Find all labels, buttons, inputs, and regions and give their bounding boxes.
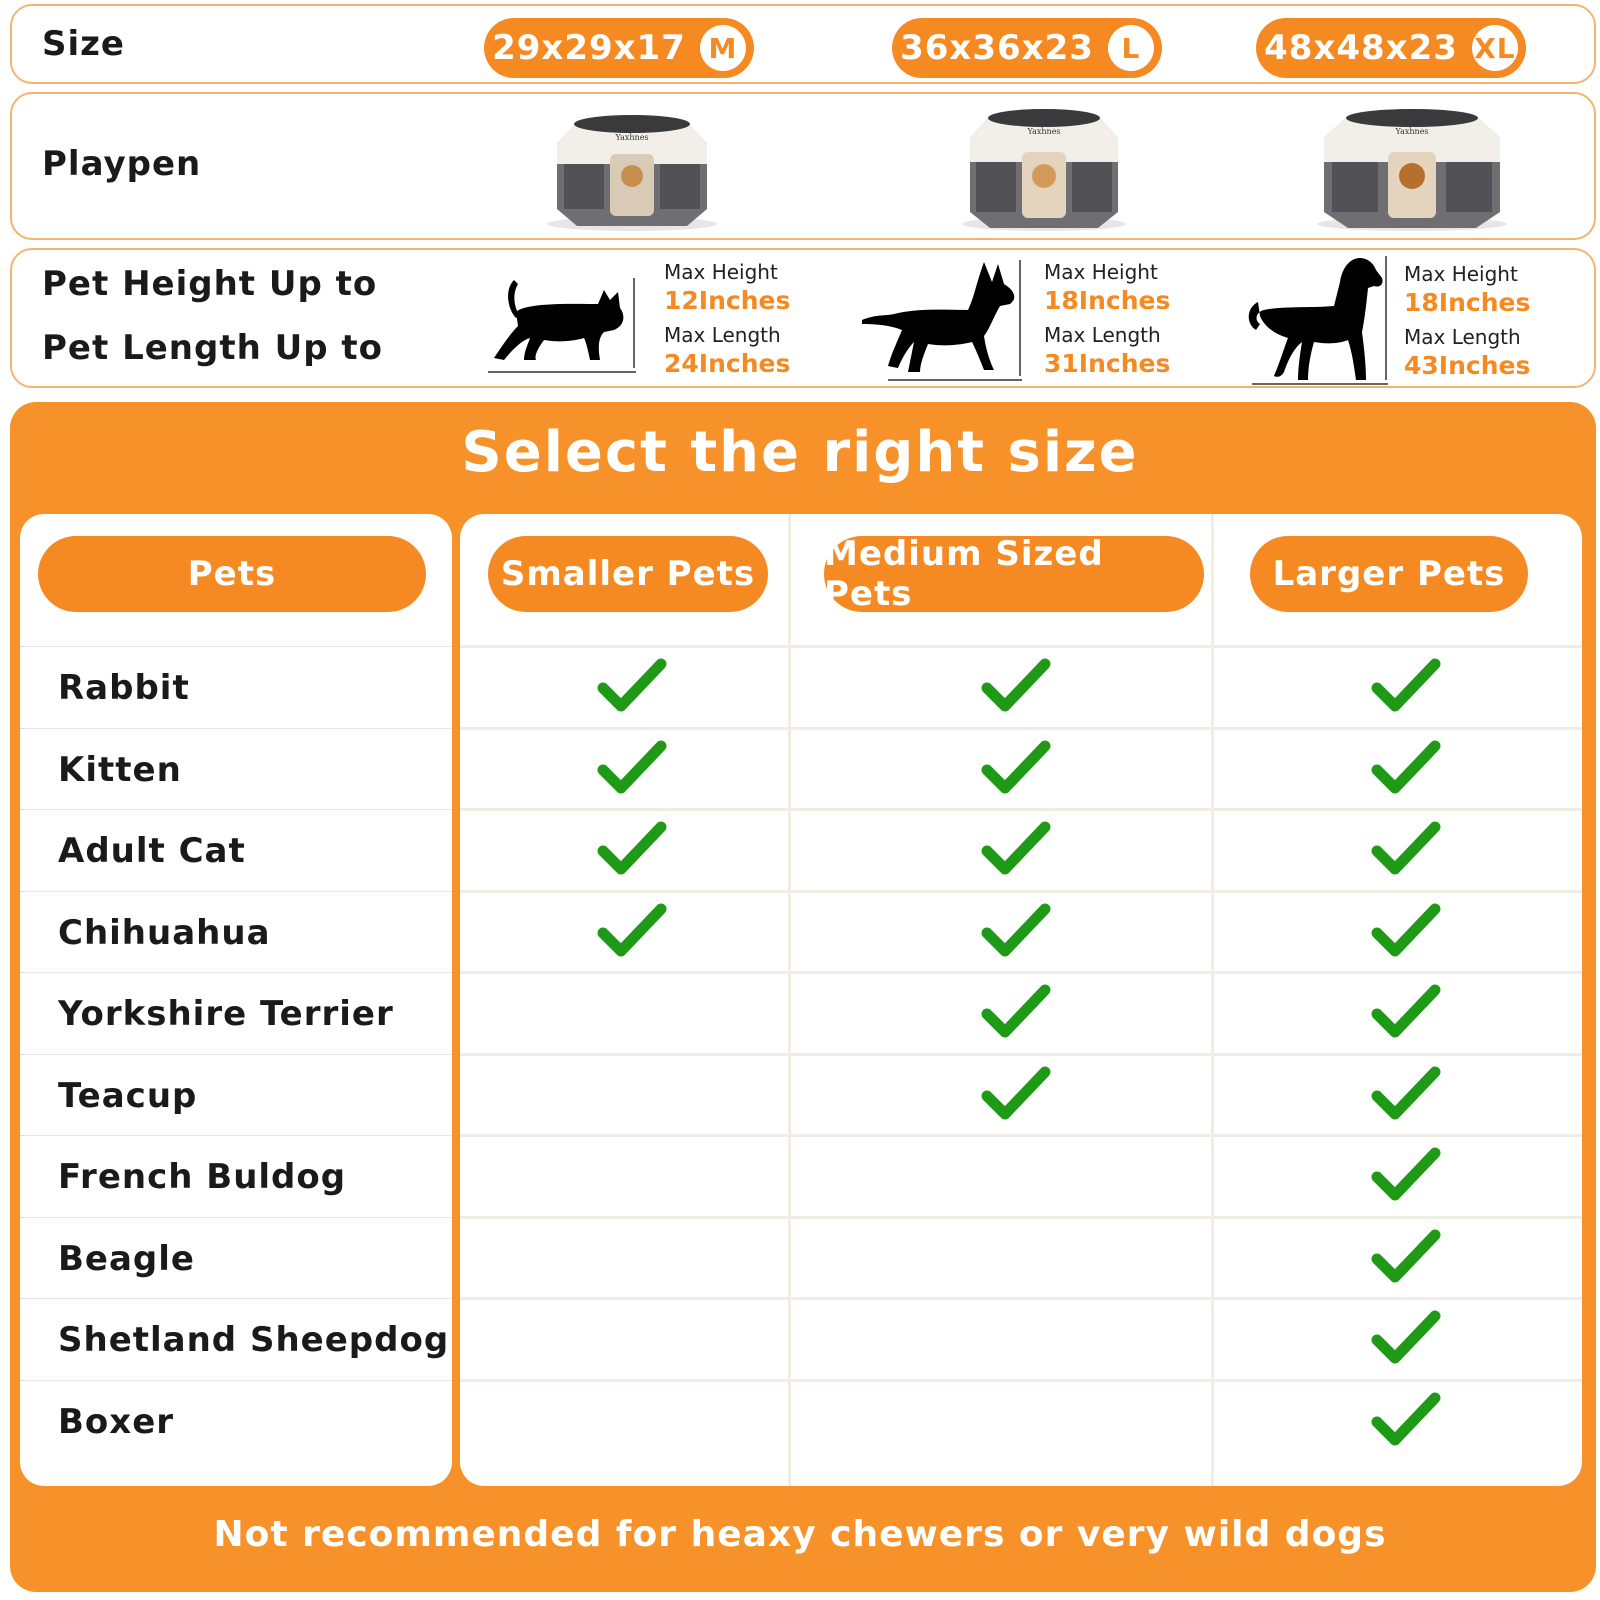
checkmark-icon xyxy=(981,738,1051,798)
column-header-larger-pets: Larger Pets xyxy=(1250,536,1528,612)
large-dog-silhouette-icon xyxy=(1242,252,1392,388)
size-option-xl[interactable] xyxy=(1256,18,1526,78)
brand-text: Yaxhnes xyxy=(615,133,649,142)
column-divider xyxy=(1211,514,1214,1486)
size-badge: M xyxy=(700,25,746,71)
pet-row xyxy=(20,972,452,1055)
checkmark-icon xyxy=(1371,656,1441,716)
pet-row xyxy=(20,1054,452,1137)
checkmark-icon xyxy=(1371,738,1441,798)
max-height-value: 18Inches xyxy=(1404,288,1531,317)
checkmark-icon xyxy=(981,1064,1051,1124)
pet-height-label: Pet Height Up to xyxy=(42,264,378,304)
checkmark-icon xyxy=(1371,1390,1441,1450)
max-height-value: 18Inches xyxy=(1044,286,1171,315)
playpen-label: Playpen xyxy=(42,144,202,184)
size-option-m[interactable] xyxy=(484,18,754,78)
checkmark-icon xyxy=(1371,1145,1441,1205)
row-divider xyxy=(460,971,1582,974)
checkmark-icon xyxy=(1371,901,1441,961)
measurement-m xyxy=(664,262,790,388)
page-title: Select the right size xyxy=(461,420,1139,485)
size-dims: 29x29x17 xyxy=(492,28,686,68)
max-length-value: 31Inches xyxy=(1044,349,1171,378)
max-height-key: Max Height xyxy=(664,260,778,284)
pets-column xyxy=(20,514,452,1486)
row-divider xyxy=(460,1053,1582,1056)
checkmark-icon xyxy=(597,819,667,879)
pet-name: Teacup xyxy=(58,1075,198,1116)
brand-text: Yaxhnes xyxy=(1027,127,1061,136)
row-divider xyxy=(460,1134,1582,1137)
checkmark-icon xyxy=(981,901,1051,961)
small-dog-silhouette-icon xyxy=(858,254,1028,386)
max-length-value: 24Inches xyxy=(664,349,791,378)
column-header-smaller-pets: Smaller Pets xyxy=(488,536,768,612)
checkmark-icon xyxy=(981,819,1051,879)
brand-text: Yaxhnes xyxy=(1395,127,1429,136)
row-divider xyxy=(460,890,1582,893)
playpen-image-xl xyxy=(1312,104,1522,234)
fit-grid xyxy=(460,514,1582,1486)
size-label: Size xyxy=(42,24,125,64)
pet-name: Chihuahua xyxy=(58,912,271,953)
size-badge: L xyxy=(1108,25,1154,71)
pet-name: Boxer xyxy=(58,1401,175,1442)
size-dims: 36x36x23 xyxy=(900,28,1094,68)
playpen-image-l xyxy=(956,104,1136,234)
pet-row xyxy=(20,646,452,729)
row-divider xyxy=(460,645,1582,648)
checkmark-icon xyxy=(1371,1227,1441,1287)
pet-name: Yorkshire Terrier xyxy=(58,994,394,1034)
row-divider xyxy=(460,727,1582,730)
row-divider xyxy=(460,1216,1582,1219)
pet-name: Beagle xyxy=(58,1238,195,1279)
row-divider xyxy=(460,808,1582,811)
max-height-value: 12Inches xyxy=(664,286,791,315)
pet-size-row xyxy=(10,248,1596,388)
size-row xyxy=(10,4,1596,84)
checkmark-icon xyxy=(597,901,667,961)
max-length-value: 43Inches xyxy=(1404,351,1531,380)
max-height-key: Max Height xyxy=(1044,260,1158,284)
playpen-image-m xyxy=(542,104,732,234)
size-option-l[interactable] xyxy=(892,18,1162,78)
pet-row xyxy=(20,1298,452,1381)
measurement-l xyxy=(1044,262,1170,388)
pet-row xyxy=(20,891,452,974)
max-length-key: Max Length xyxy=(1044,323,1161,347)
checkmark-icon xyxy=(597,656,667,716)
pets-header: Pets xyxy=(38,536,426,612)
size-dims: 48x48x23 xyxy=(1264,28,1458,68)
checkmark-icon xyxy=(1371,982,1441,1042)
playpen-row xyxy=(10,92,1596,240)
cat-silhouette-icon xyxy=(486,260,646,380)
column-header-medium-sized-pets: Medium Sized Pets xyxy=(824,536,1204,612)
checkmark-icon xyxy=(981,982,1051,1042)
pet-row xyxy=(20,1380,452,1463)
footer-note: Not recommended for heaxy chewers or very wild dogs xyxy=(213,1514,1387,1555)
pet-length-label: Pet Length Up to xyxy=(42,328,384,368)
pet-name: Kitten xyxy=(58,749,182,790)
pet-name: Shetland Sheepdog xyxy=(58,1320,450,1360)
pet-row xyxy=(20,1217,452,1300)
checkmark-icon xyxy=(1371,1064,1441,1124)
row-divider xyxy=(460,1379,1582,1382)
checkmark-icon xyxy=(1371,1308,1441,1368)
checkmark-icon xyxy=(597,738,667,798)
pet-row xyxy=(20,809,452,892)
pet-row xyxy=(20,728,452,811)
row-divider xyxy=(460,1297,1582,1300)
max-length-key: Max Length xyxy=(1404,325,1521,349)
checkmark-icon xyxy=(981,656,1051,716)
checkmark-icon xyxy=(1371,819,1441,879)
pet-name: Rabbit xyxy=(58,668,190,708)
pet-name: Adult Cat xyxy=(58,831,246,871)
max-height-key: Max Height xyxy=(1404,262,1518,286)
pet-name: French Buldog xyxy=(58,1157,347,1197)
size-badge: XL xyxy=(1472,25,1518,71)
measurement-xl xyxy=(1404,264,1530,390)
pet-row xyxy=(20,1135,452,1218)
column-divider xyxy=(788,514,791,1486)
max-length-key: Max Length xyxy=(664,323,781,347)
